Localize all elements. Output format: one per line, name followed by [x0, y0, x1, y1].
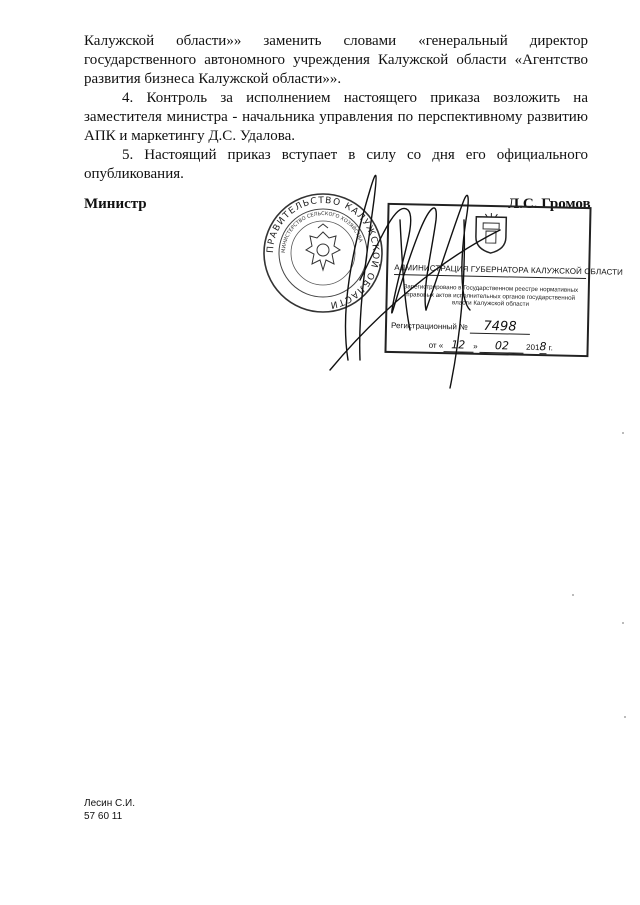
paragraph-item-4: 4. Контроль за исполнением настоящего приказа возложить на заместителя министра - начальника управления по перспективному развитию АПК и маркетингу Д.С. Удалова. — [84, 90, 588, 144]
scan-speck — [622, 432, 624, 434]
executor-phone: 57 60 11 — [84, 811, 123, 822]
stamp-reg-label: Регистрационный № — [390, 320, 468, 332]
stamp-date-day: 12 — [443, 338, 473, 353]
seal-ring-text: ПРАВИТЕЛЬСТВО КАЛУЖСКОЙ ОБЛАСТИ — [265, 195, 381, 310]
seal-inner-text: МИНИСТЕРСТВО СЕЛЬСКОГО ХОЗЯЙСТВА — [280, 210, 364, 254]
stamp-date-year-prefix: 201 — [526, 342, 540, 353]
scan-speck — [622, 622, 624, 624]
executor-name: Лесин С.И. — [84, 798, 135, 809]
scan-speck — [624, 716, 626, 718]
executor-footer — [84, 797, 135, 823]
handwritten-signature-icon — [300, 160, 520, 390]
stamp-date-suffix: г. — [548, 343, 553, 353]
scan-speck — [572, 594, 574, 596]
stamp-title: АДМИНИСТРАЦИЯ ГУБЕРНАТОРА КАЛУЖСКОЙ ОБЛАСТИ — [394, 263, 586, 279]
stamp-reg-number: 7498 — [470, 321, 530, 335]
stamp-date-line: от « 12 » 02 2018 г. — [428, 338, 553, 354]
stamp-note: Зарегистрировано в Государственном реестре нормативных правовых актов исполнительных органов государственной власти Калужской области — [403, 283, 579, 308]
paragraph-continuation: Калужской области»» заменить словами «генеральный директор государственного автономного учреждения Калужской области «Агентство развития бизнеса Калужской области»». — [84, 33, 588, 87]
signatory-position: Министр — [84, 196, 147, 212]
stamp-date-prefix: от — [428, 340, 437, 350]
paragraph-item-5: 5. Настоящий приказ вступает в силу со дня его официального опубликования. — [84, 147, 588, 182]
signatory-name: Л.С. Громов — [508, 196, 591, 212]
stamp-date-month: 02 — [480, 339, 524, 354]
stamp-date-year-hand: 8 — [539, 340, 547, 354]
